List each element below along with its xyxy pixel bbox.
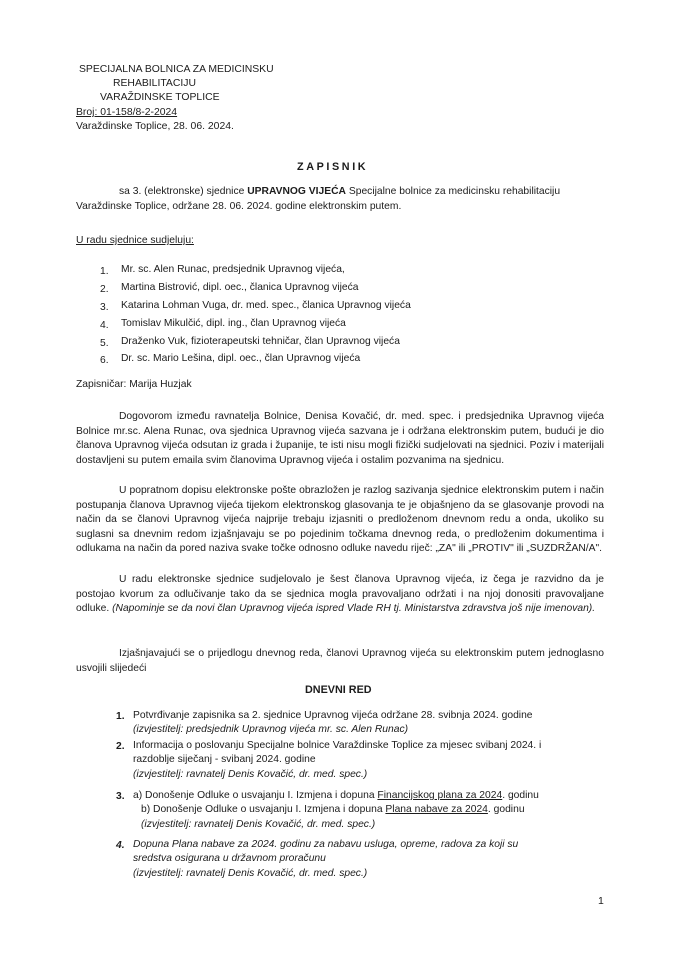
participant-item: Katarina Lohman Vuga, dr. med. spec., članica Upravnog vijeća [121,300,411,311]
recorder: Zapisničar: Marija Huzjak [76,379,192,390]
agenda-item-3a-suffix: . godinu [502,790,539,801]
participant-item: Martina Bistrović, dipl. oec., članica Upravnog vijeća [121,282,359,293]
agenda-item-3b-suffix: . godinu [487,804,525,815]
agenda-item-3b-text: b) Donošenje Odluke o usvajanju I. Izmjena i dopuna [141,804,386,815]
place-and-date: Varaždinske Toplice, 28. 06. 2024. [76,121,234,132]
participant-number: 4. [100,320,109,331]
body-paragraph-3-text: U radu elektronske sjednice sudjelovalo je šest članova Upravnog vijeća, iz čega je razvidno da je postojao kvorum za odlučivanje tako da se sjednica mogla pravovaljano održati i na njoj donositi pravovaljane odluke. [76,574,604,615]
intro-prefix: sa 3. (elektronske) sjednice [119,186,248,197]
institution-name-line2: REHABILITACIJU [113,78,196,89]
intro-line1 [119,185,560,200]
agenda-number: 4. [116,840,125,851]
agenda-number: 1. [116,711,125,722]
participant-item: Dr. sc. Mario Lešina, dipl. oec., član Upravnog vijeća [121,353,361,364]
participant-number: 5. [100,338,109,349]
agenda-item-1: Potvrđivanje zapisnika sa 2. sjednice Upravnog vijeća održane 28. svibnja 2024. godine [133,710,533,721]
intro-bold: UPRAVNOG VIJEĆA [247,186,346,197]
body-paragraph-3-note: (Napominje se da novi član Upravnog vijeća ispred Vlade RH tj. Ministarstva zdravstva još nije imenovan). [112,603,596,615]
agenda-item-3a [133,789,539,804]
participant-item: Mr. sc. Alen Runac, predsjednik Upravnog vijeća, [121,264,345,275]
body-paragraph-4: Izjašnjavajući se o prijedlogu dnevnog reda, članovi Upravnog vijeća su elektronskim putem jednoglasno usvojili slijedeći [76,648,604,674]
agenda-item-4-line1: Dopuna Plana nabave za 2024. godinu za nabavu usluga, opreme, radova za koji su [133,839,519,850]
reference-number: Broj: 01-158/8-2-2024 [76,107,178,118]
participant-number: 3. [100,302,109,313]
agenda-item-2-reporter: (izvjestitelj: ravnatelj Denis Kovačić, dr. med. spec.) [133,769,368,780]
participant-number: 2. [100,284,109,295]
institution-name-line3: VARAŽDINSKE TOPLICE [100,92,220,103]
agenda-item-3a-underlined: Financijskog plana za 2024 [377,790,503,801]
agenda-number: 2. [116,741,125,752]
intro-line2: Varaždinske Toplice, održane 28. 06. 2024. godine elektronskim putem. [76,201,402,212]
intro-rest: Specijalne bolnice za medicinsku rehabilitaciju [346,186,561,197]
body-paragraph-1: Dogovorom između ravnatelja Bolnice, Denisa Kovačić, dr. med. spec. i predsjednika Upravnog vijeća Bolnice mr.sc. Alena Runac, ova sjednica Upravnog vijeća sazvana je i održana elektronskim putem, budući je dio članova Upravnog vijeća odsutan iz grada i županije, te isti nisu mogli fizički sudjelovati na sjednici. Poziv i materijali dostavljeni su putem emaila svim članovima Upravnog vijeća i ostalim pozvanima na sjednicu. [76,411,604,466]
participant-number: 1. [100,266,109,277]
agenda-item-3b [141,803,525,818]
agenda-number: 3. [116,791,125,802]
participant-item: Tomislav Mikulčić, dipl. ing., član Upravnog vijeća [121,318,346,329]
document-title: ZAPISNIK [297,161,369,173]
agenda-item-3a-text: a) Donošenje Odluke o usvajanju I. Izmjena i dopuna [133,790,378,801]
agenda-item-3b-underlined: Plana nabave za 2024 [385,804,488,815]
body-paragraph-3 [76,573,604,617]
agenda-item-2-line2: razdoblje siječanj - svibanj 2024. godine [133,754,316,765]
agenda-item-3-reporter: (izvjestitelj: ravnatelj Denis Kovačić, dr. med. spec.) [141,819,376,830]
participant-number: 6. [100,355,109,366]
agenda-item-4-reporter: (izvjestitelj: ravnatelj Denis Kovačić, dr. med. spec.) [133,868,368,879]
body-paragraph-2: U popratnom dopisu elektronske pošte obrazložen je razlog sazivanja sjednice elektronskim putem i način postupanja članova Upravnog vijeća tijekom elektronskog glasovanja te je objašnjeno da se glasovanje provodi na način da se članovi Upravnog vijeća najprije trebaju izjasniti o predloženom dnevnom redu a onda, ukoliko su suglasni sa dnevnim redom izjašnjavaju se po pojedinim točkama dnevnog reda, o predloženim dokumentima i odlukama na način da pored naziva svake točke odnosno odluke navedu riječ: „ZA" ili „PROTIV" ili „SUZDRŽAN/A". [76,485,604,555]
agenda-title: DNEVNI RED [305,684,372,696]
page-number: 1 [598,895,604,907]
participant-item: Draženko Vuk, fizioterapeutski tehničar, član Upravnog vijeća [121,336,400,347]
institution-name-line1: SPECIJALNA BOLNICA ZA MEDICINSKU [79,64,274,75]
agenda-item-1-reporter: (izvjestitelj: predsjednik Upravnog vijeća mr. sc. Alen Runac) [133,724,409,735]
agenda-item-4-line2: sredstva osigurana u državnom proračunu [133,853,326,864]
participants-heading: U radu sjednice sudjeluju: [76,235,194,246]
agenda-item-2-line1: Informacija o poslovanju Specijalne bolnice Varaždinske Toplice za mjesec svibanj 2024. i [133,740,542,751]
